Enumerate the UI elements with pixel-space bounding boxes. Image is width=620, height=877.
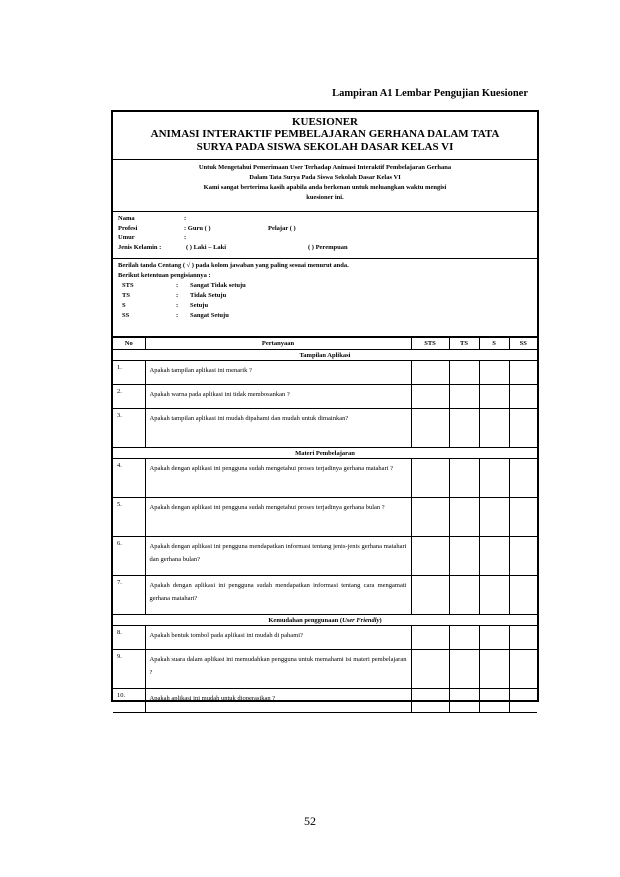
answer-cell-sts[interactable]: [411, 361, 449, 385]
answer-cell-sts[interactable]: [411, 385, 449, 409]
answer-cell-ss[interactable]: [509, 650, 537, 689]
answer-cell-ss[interactable]: [509, 576, 537, 615]
header-s: S: [479, 338, 509, 350]
answer-cell-ts[interactable]: [449, 689, 479, 713]
name-field[interactable]: :: [184, 215, 187, 222]
answer-cell-s[interactable]: [479, 650, 509, 689]
answer-cell-ss[interactable]: [509, 409, 537, 448]
legend-key: TS: [122, 292, 130, 299]
row-question: Apakah warna pada aplikasi ini tidak membosankan ?: [145, 385, 411, 409]
category-row: [113, 448, 537, 459]
age-row: [118, 233, 532, 243]
answer-cell-ss[interactable]: [509, 498, 537, 537]
legend-key: STS: [122, 282, 134, 289]
table-row: [113, 459, 537, 498]
row-question: Apakah dengan aplikasi ini pengguna sudah mengetahui proses terjadinya gerhana matahari ?: [145, 459, 411, 498]
row-question: Apakah dengan aplikasi ini pengguna sudah mendapatkan informasi tentang cara mengamati gerhana matahari?: [145, 576, 411, 615]
category-usability-italic: User Friendly: [342, 616, 380, 624]
row-question: Apakah dengan aplikasi ini pengguna mendapatkan informasi tentang jenis-jenis gerhana matahari dan gerhana bulan?: [145, 537, 411, 576]
instruction-line-2: Berikut ketentuan pengisiannya :: [118, 272, 211, 279]
gender-row: [118, 243, 532, 253]
table-row: [113, 498, 537, 537]
row-number: 1.: [113, 361, 145, 385]
answer-cell-s[interactable]: [479, 409, 509, 448]
answer-cell-s[interactable]: [479, 537, 509, 576]
legend-item: [118, 301, 532, 311]
row-number: 4.: [113, 459, 145, 498]
legend-key: SS: [122, 312, 130, 319]
answer-cell-sts[interactable]: [411, 689, 449, 713]
gender-label: Jenis Kelamin :: [118, 243, 162, 251]
answer-cell-s[interactable]: [479, 626, 509, 650]
table-row: [113, 361, 537, 385]
category-row: [113, 615, 537, 626]
legend-item: [118, 281, 532, 291]
row-number: 3.: [113, 409, 145, 448]
form-title: [113, 112, 537, 160]
answer-cell-ts[interactable]: [449, 409, 479, 448]
answer-cell-ss[interactable]: [509, 361, 537, 385]
table-row: [113, 626, 537, 650]
legend-colon: :: [176, 302, 179, 309]
page-number: 52: [304, 814, 316, 828]
answer-cell-ts[interactable]: [449, 385, 479, 409]
row-number: 5.: [113, 498, 145, 537]
profession-option-student[interactable]: Pelajar ( ): [268, 224, 296, 232]
name-label: Nama: [118, 215, 135, 222]
category-content: Materi Pembelajaran: [113, 448, 537, 459]
gender-option-male[interactable]: ( ) Laki – Laki: [186, 243, 227, 251]
row-number: 2.: [113, 385, 145, 409]
questionnaire-form: [111, 110, 539, 702]
category-row: [113, 350, 537, 361]
form-intro: [113, 160, 537, 212]
profession-row: [118, 224, 532, 234]
row-question: Apakah tampilan aplikasi ini mudah dipahami dan mudah untuk dimainkan?: [145, 409, 411, 448]
age-field[interactable]: :: [184, 234, 187, 241]
row-question: Apakah tampilan aplikasi ini menarik ?: [145, 361, 411, 385]
legend-meaning: Sangat Tidak setuju: [190, 282, 246, 289]
answer-cell-ts[interactable]: [449, 361, 479, 385]
legend-colon: :: [176, 312, 179, 319]
legend-meaning: Setuju: [190, 302, 209, 309]
header-ts: TS: [449, 338, 479, 350]
gender-option-female[interactable]: ( ) Perempuan: [308, 243, 348, 251]
answer-cell-s[interactable]: [479, 689, 509, 713]
table-row: [113, 409, 537, 448]
title-line-2: ANIMASI INTERAKTIF PEMBELAJARAN GERHANA DALAM TATA: [150, 128, 500, 140]
category-usability-end: ): [379, 616, 382, 624]
intro-line-2: Dalam Tata Surya Pada Siswa Sekolah Dasar Kelas VI: [249, 174, 401, 181]
instruction-line-1: Berilah tanda Centang ( √ ) pada kolom jawaban yang paling sesuai menurut anda.: [118, 262, 349, 269]
answer-cell-s[interactable]: [479, 498, 509, 537]
answer-cell-ts[interactable]: [449, 576, 479, 615]
answer-cell-ss[interactable]: [509, 689, 537, 713]
legend-item: [118, 311, 532, 321]
profession-label: Profesi: [118, 224, 138, 232]
table-row: [113, 385, 537, 409]
category-usability: [113, 615, 537, 626]
table-row: [113, 650, 537, 689]
legend-colon: :: [176, 282, 179, 289]
row-number: 7.: [113, 576, 145, 615]
age-label: Umur: [118, 234, 135, 241]
row-number: 10.: [113, 689, 145, 713]
legend-meaning: Tidak Setuju: [190, 292, 227, 299]
profession-option-teacher[interactable]: : Guru ( ): [184, 224, 211, 232]
row-question: Apakah aplikasi ini mudah untuk dioperasikan ?: [145, 689, 411, 713]
title-line-3: SURYA PADA SISWA SEKOLAH DASAR KELAS VI: [196, 141, 454, 153]
answer-cell-sts[interactable]: [411, 459, 449, 498]
answer-cell-sts[interactable]: [411, 626, 449, 650]
respondent-identity: [113, 212, 537, 259]
category-usability-text: Kemudahan penggunaan (: [268, 616, 343, 624]
table-row: [113, 537, 537, 576]
row-number: 6.: [113, 537, 145, 576]
answer-cell-s[interactable]: [479, 459, 509, 498]
answer-cell-s[interactable]: [479, 361, 509, 385]
table-header: [113, 338, 537, 350]
answer-cell-ts[interactable]: [449, 537, 479, 576]
questionnaire-table: [113, 337, 537, 713]
appendix-caption: Lampiran A1 Lembar Pengujian Kuesioner: [332, 88, 528, 99]
row-number: 9.: [113, 650, 145, 689]
table-row: [113, 689, 537, 713]
answer-cell-sts[interactable]: [411, 650, 449, 689]
answer-cell-ts[interactable]: [449, 459, 479, 498]
answer-cell-ts[interactable]: [449, 498, 479, 537]
row-number: 8.: [113, 626, 145, 650]
answer-cell-sts[interactable]: [411, 409, 449, 448]
intro-line-3: Kami sangat berterima kasih apabila anda berkenan untuk meluangkan waktu mengisi: [203, 184, 447, 191]
instructions: [113, 259, 537, 337]
answer-cell-s[interactable]: [479, 385, 509, 409]
answer-cell-ts[interactable]: [449, 626, 479, 650]
answer-cell-s[interactable]: [479, 576, 509, 615]
answer-cell-ss[interactable]: [509, 385, 537, 409]
legend-meaning: Sangat Setuju: [190, 312, 229, 319]
intro-line-4: kuesioner ini.: [306, 194, 344, 201]
header-ss: SS: [509, 338, 537, 350]
row-question: Apakah dengan aplikasi ini pengguna sudah mengetahui proses terjadinya gerhana bulan ?: [145, 498, 411, 537]
answer-cell-ts[interactable]: [449, 650, 479, 689]
answer-cell-ss[interactable]: [509, 459, 537, 498]
header-question: Pertanyaan: [145, 338, 411, 350]
legend-colon: :: [176, 292, 179, 299]
category-display: Tampilan Aplikasi: [113, 350, 537, 361]
row-question: Apakah suara dalam aplikasi ini memudahkan pengguna untuk memahami isi materi pembelajaran ?: [145, 650, 411, 689]
legend-item: [118, 291, 532, 301]
answer-cell-sts[interactable]: [411, 537, 449, 576]
legend-key: S: [122, 302, 126, 309]
row-question: Apakah bentuk tombol pada aplikasi ini mudah di pahami?: [145, 626, 411, 650]
title-line-1: KUESIONER: [291, 116, 359, 128]
answer-cell-ss[interactable]: [509, 626, 537, 650]
intro-line-1: Untuk Mengetahui Pemerimaan User Terhadap Animasi Interaktif Pembelajaran Gerhana: [198, 164, 452, 171]
answer-cell-ss[interactable]: [509, 537, 537, 576]
name-row: [118, 214, 532, 224]
answer-cell-sts[interactable]: [411, 498, 449, 537]
header-sts: STS: [411, 338, 449, 350]
table-row: [113, 576, 537, 615]
answer-cell-sts[interactable]: [411, 576, 449, 615]
header-no: No: [113, 338, 145, 350]
